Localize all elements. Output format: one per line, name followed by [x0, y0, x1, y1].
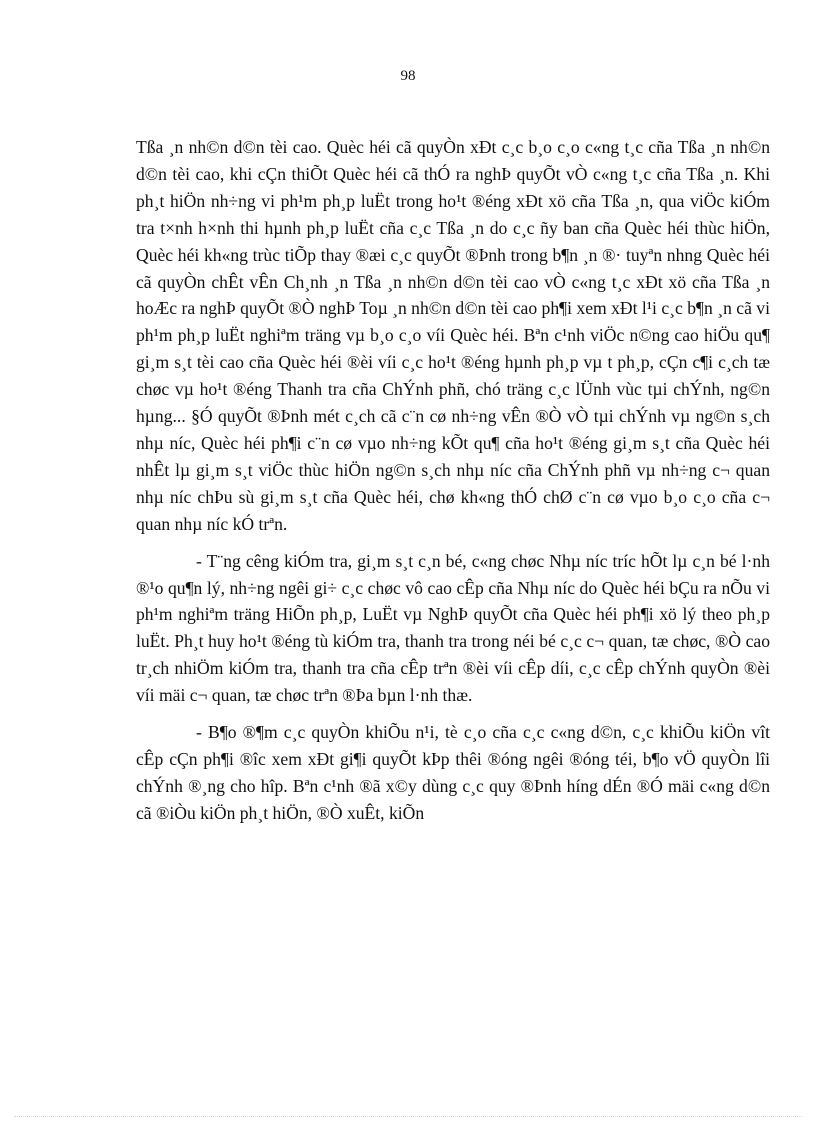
paragraph-1: Tßa ¸n nh©n d©n tèi cao. Quèc héi cã quyÒn xÐt c¸c b¸o c¸o c«ng t¸c cña Tßa ¸n nh©n d©n tèi cao, khi cÇn thiÕt Quèc héi cã thÓ ra nghÞ quyÕt vÒ c«ng t¸c cña Tßa ¸n. Khi ph¸t hiÖn nh÷ng vi ph¹m ph¸p luËt trong ho¹t ®éng xÐt xö cña Tßa ¸n, qua viÖc kiÓm tra t×nh h×nh thi hµnh ph¸p luËt cña c¸c Tßa ¸n do c¸c ñy ban cña Quèc héi thùc hiÖn, Quèc héi kh«ng trùc tiÕp thay ®æi c¸c quyÕt ®Þnh trong b¶n ¸n ®· tuyªn nhng Quèc héi cã quyÒn chÊt vÊn Ch¸nh ¸n Tßa ¸n nh©n d©n tèi cao vÒ c«ng t¸c xÐt xö cña Tßa ¸n hoÆc ra nghÞ quyÕt ®Ò nghÞ Toµ ¸n nh©n d©n tèi cao ph¶i xem xÐt l¹i c¸c b¶n ¸n cã vi ph¹m ph¸p luËt nghiªm träng vµ b¸o c¸o víi Quèc héi. Bªn c¹nh viÖc n©ng cao hiÖu qu¶ gi¸m s¸t tèi cao cña Quèc héi ®èi víi c¸c ho¹t ®éng hµnh ph¸p vµ t ph¸p, cÇn c¶i c¸ch tæ chøc vµ ho¹t ®éng Thanh tra cña ChÝnh phñ, chó träng c¸c lÜnh vùc tµi chÝnh, ng©n hµng... §Ó quyÕt ®Þnh mét c¸ch cã c¨n cø nh÷ng vÊn ®Ò vÒ tµi chÝnh vµ ng©n s¸ch nhµ níc, Quèc héi ph¶i c¨n cø vµo nh÷ng kÕt qu¶ cña ho¹t ®éng gi¸m s¸t cña Quèc héi nhÊt lµ gi¸m s¸t viÖc thùc hiÖn ng©n s¸ch nhµ níc cña ChÝnh phñ vµ nh÷ng c¬ quan nhµ níc chÞu sù gi¸m s¸t cña Quèc héi, chø kh«ng thÓ chØ c¨n cø vµo b¸o c¸o cña c¬ quan nhµ níc kÓ trªn.: [136, 137, 770, 534]
paragraph-3: - B¶o ®¶m c¸c quyÒn khiÕu n¹i, tè c¸o cña c¸c c«ng d©n, c¸c khiÕu kiÖn vît cÊp cÇn ph¶i ®îc xem xÐt gi¶i quyÕt kÞp thêi ®óng ngêi ®óng téi, b¶o vÖ quyÒn lîi chÝnh ®¸ng cho hîp. Bªn c¹nh ®ã x©y dùng c¸c quy ®Þnh híng dÉn ®Ó mäi c«ng d©n cã ®iÒu kiÖn ph¸t hiÖn, ®Ò xuÊt, kiÕn: [136, 722, 770, 823]
paragraph-2: - T¨ng cêng kiÓm tra, gi¸m s¸t c¸n bé, c«ng chøc Nhµ níc tríc hÕt lµ c¸n bé l·nh ®¹o qu¶n lý, nh÷ng ngêi gi÷ c¸c chøc vô cao cÊp cña Nhµ níc do Quèc héi bÇu ra nÕu vi ph¹m nghiªm träng HiÕn ph¸p, LuËt vµ NghÞ quyÕt cña Quèc héi ph¶i xö lý theo ph¸p luËt. Ph¸t huy ho¹t ®éng tù kiÓm tra, thanh tra trong néi bé c¸c c¬ quan, tæ chøc, ®Ò cao tr¸ch nhiÖm kiÓm tra, thanh tra cña cÊp trªn ®èi víi cÊp díi, c¸c cÊp chÝnh quyÒn ®èi víi mäi c¬ quan, tæ chøc trªn ®Þa bµn l·nh thæ.: [136, 550, 770, 706]
body-text: [136, 134, 770, 827]
page-bottom-divider: [14, 1116, 802, 1117]
page-number: 98: [400, 68, 416, 84]
